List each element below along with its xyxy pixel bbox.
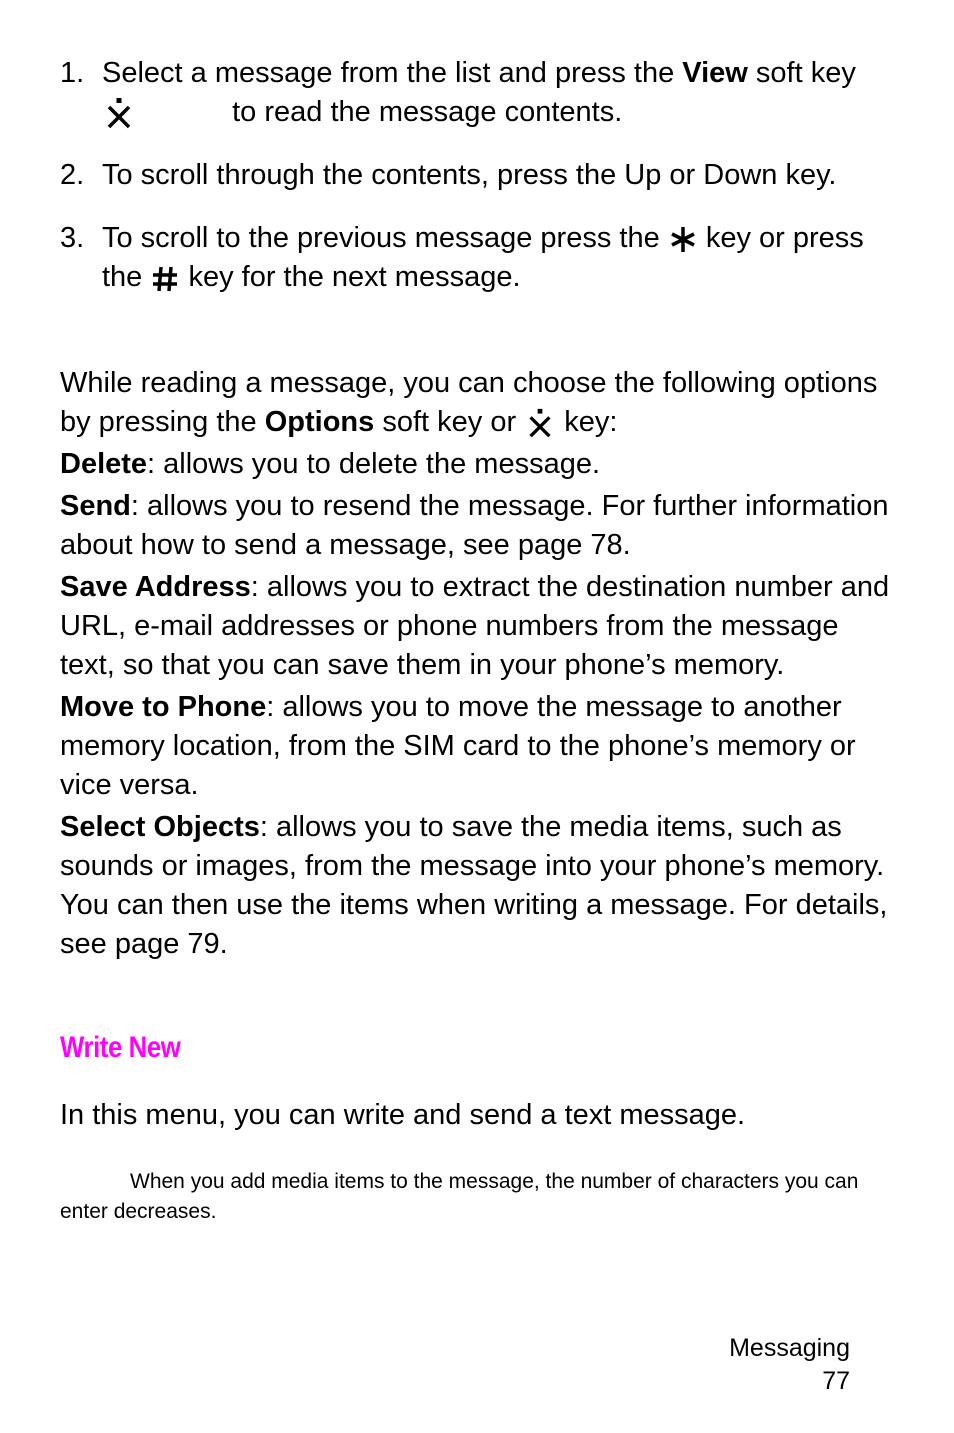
section-intro: In this menu, you can write and send a text message. [60,1099,746,1131]
option-term: Move to Phone [60,691,267,723]
step-number: 2. [60,159,85,191]
intro-text: soft key or [374,406,517,438]
option-desc: : allows you to move the message to another memory location, from the SIM card to the phone’s memory or vice versa. [60,691,856,801]
view-soft-key-icon [102,96,136,130]
step-number: 3. [60,222,85,254]
step-number: 1. [60,57,85,89]
step-text: To scroll to the previous message press the [102,222,660,254]
hash-key-icon [150,263,180,293]
option-delete [60,445,890,484]
intro-text: While reading a message, you can choose the following options by pressing the [60,367,878,438]
option-term: Send [60,490,131,522]
option-desc: : allows you to resend the message. For further information about how to send a message, see page 78. [60,490,889,561]
option-term: Save Address [60,571,251,603]
option-desc: : allows you to delete the message. [147,448,601,480]
options-soft-key-icon [524,407,556,439]
option-send [60,487,890,565]
view-key-label: View [682,57,748,89]
note-text: When you add media items to the message, the number of characters you can enter decreases. [60,1170,859,1223]
step-text: key for the next message. [188,261,521,293]
options-intro [60,364,890,442]
step-item [60,54,890,132]
option-save-address [60,568,890,685]
option-term: Delete [60,448,148,480]
step-item [60,219,890,297]
step-text: soft key [747,57,856,89]
step-text: key or press the [102,222,864,293]
option-move-to-phone [60,688,890,805]
section-heading: Write New [60,1031,181,1064]
page-footer [729,1332,850,1398]
intro-text: key: [564,406,618,438]
step-text: to read the message contents. [232,96,623,128]
star-key-icon [668,224,698,254]
footer-page-number: 77 [822,1367,850,1395]
option-select-objects [60,808,890,964]
footer-section-name: Messaging [729,1334,850,1362]
options-list [60,445,890,967]
steps-list [60,54,890,321]
option-term: Select Objects [60,811,260,843]
step-item [60,156,890,195]
step-text: Select a message from the list and press the [102,57,683,89]
step-text: To scroll through the contents, press the Up or Down key. [102,159,837,191]
options-key-label: Options [264,406,375,438]
option-desc: : allows you to extract the destination number and URL, e-mail addresses or phone numbers from the message text, so that you can save them in your phone’s memory. [60,571,890,681]
option-desc: : allows you to save the media items, such as sounds or images, from the message into your phone’s memory. You can then use the items when writing a message. For details, see page 79. [60,811,888,960]
